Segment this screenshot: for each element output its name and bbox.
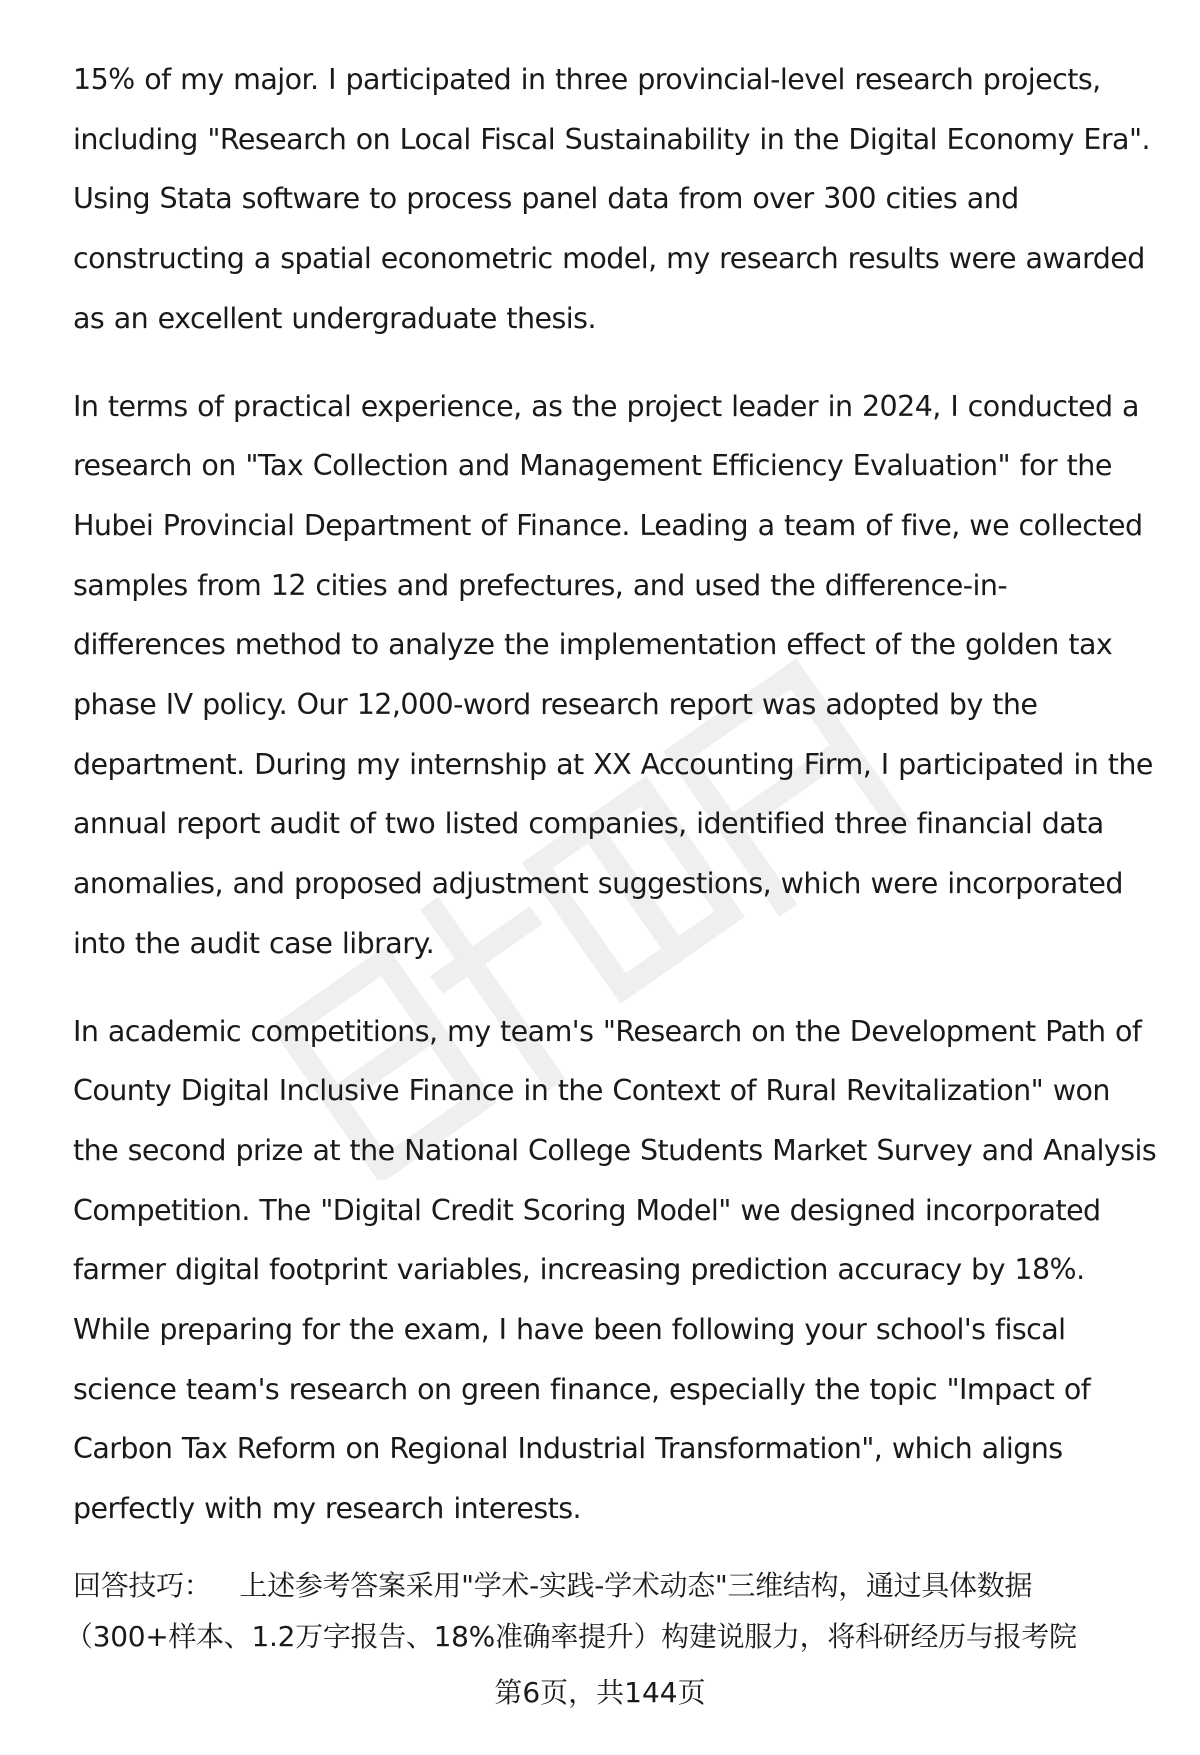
paragraph-research: 15% of my major. I participated in three provincial-level research projects, including "Research on Local Fiscal Sustainability in the Digital Economy Era". Using Stata software to process panel data from over 300 cities and constructing a spatial econometric model, my research results were awarded as an excellent undergraduate thesis. — [73, 63, 1151, 335]
tip-line2: （300+样本、1.2万字报告、18%准确率提升）构建说服力，将科研经历与报考院 — [65, 1620, 1077, 1653]
tip-label: 回答技巧： — [73, 1569, 212, 1602]
paragraph-competitions: In academic competitions, my team's "Research on the Development Path of County Digital Inclusive Finance in the Context of Rural Revitalization" won the second prize at the National College Students Market Survey and Analysis Competition. The "Digital Credit Scoring Model" we designed incorporated farmer digital footprint variables, increasing prediction accuracy by 18%. While preparing for the exam, I have been following your school's fiscal science team's research on green finance, especially the topic "Impact of Carbon Tax Reform on Regional Industrial Transformation", which aligns perfectly with my research interests. — [73, 1014, 1157, 1526]
page-number: 第6页，共144页 — [494, 1676, 706, 1709]
body-text — [73, 50, 1158, 1567]
tip-line1: 上述参考答案采用"学术-实践-学术动态"三维结构，通过具体数据 — [239, 1569, 1033, 1602]
paragraph-practice: In terms of practical experience, as the project leader in 2024, I conducted a research on "Tax Collection and Management Efficiency Evaluation" for the Hubei Provincial Department of Finance. Leading a team of five, we collected samples from 12 cities and prefectures, and used the difference-in-differences method to analyze the implementation effect of the golden tax phase IV policy. Our 12,000-word research report was adopted by the department. During my internship at XX Accounting Firm, I participated in the annual report audit of two listed companies, identified three financial data anomalies, and proposed adjustment suggestions, which were incorporated into the audit case library. — [73, 389, 1153, 960]
answer-tip — [65, 1560, 1158, 1662]
